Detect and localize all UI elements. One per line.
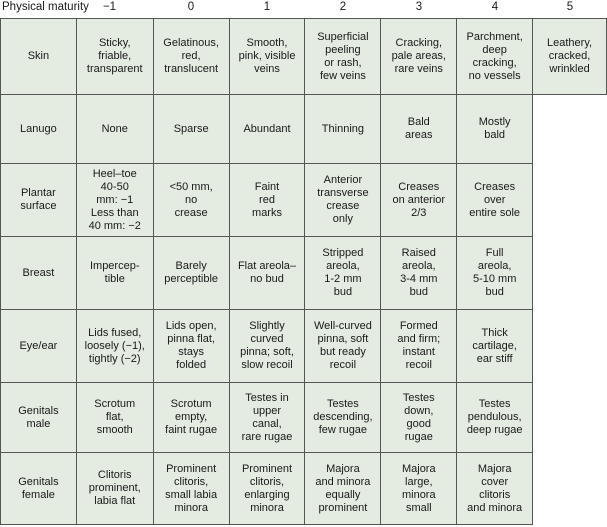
- score-label: 5: [566, 1, 574, 13]
- score-label: 3: [415, 1, 423, 13]
- table-row: [1, 19, 607, 95]
- table-cell: Mostly bald: [457, 95, 533, 164]
- row-label: Breast: [1, 237, 77, 310]
- table-cell: Majora large, minora small: [381, 453, 457, 525]
- table-cell: Prominent clitoris, small labia minora: [153, 453, 229, 525]
- maturity-table: [0, 18, 607, 525]
- empty-cell: [533, 453, 607, 525]
- table-cell: Testes down, good rugae: [381, 383, 457, 453]
- table-row: [1, 95, 607, 164]
- table-cell: Majora cover clitoris and minora: [457, 453, 533, 525]
- table-cell: Anterior transverse crease only: [305, 164, 381, 237]
- table-cell: Lids open, pinna flat, stays folded: [153, 310, 229, 383]
- header-title: Physical maturity: [2, 1, 89, 13]
- table-cell: Majora and minora equally prominent: [305, 453, 381, 525]
- table-cell: Testes pendulous, deep rugae: [457, 383, 533, 453]
- table-cell: <50 mm, no crease: [153, 164, 229, 237]
- table-cell: Stripped areola, 1-2 mm bud: [305, 237, 381, 310]
- table-cell: Thinning: [305, 95, 381, 164]
- row-label: Eye/ear: [1, 310, 77, 383]
- maturity-header: [0, 0, 607, 18]
- table-cell: Heel–toe 40-50 mm: −1 Less than 40 mm: −2: [76, 164, 153, 237]
- score-label: 0: [187, 1, 195, 13]
- table-cell: Impercep- tible: [76, 237, 153, 310]
- empty-cell: [533, 95, 607, 164]
- table-cell: Barely perceptible: [153, 237, 229, 310]
- table-cell: Bald areas: [381, 95, 457, 164]
- table-cell: Full areola, 5-10 mm bud: [457, 237, 533, 310]
- empty-cell: [533, 164, 607, 237]
- table-cell: Cracking, pale areas, rare veins: [381, 19, 457, 95]
- row-label: Plantar surface: [1, 164, 77, 237]
- table-cell: Clitoris prominent, labia flat: [76, 453, 153, 525]
- table-cell: Scrotum flat, smooth: [76, 383, 153, 453]
- table-cell: Superficial peeling or rash, few veins: [305, 19, 381, 95]
- table-cell: Well-curved pinna, soft but ready recoil: [305, 310, 381, 383]
- table-row: [1, 453, 607, 525]
- table-cell: Testes in upper canal, rare rugae: [229, 383, 305, 453]
- row-label: Skin: [1, 19, 77, 95]
- table-cell: Formed and firm; instant recoil: [381, 310, 457, 383]
- table-cell: Raised areola, 3-4 mm bud: [381, 237, 457, 310]
- table-cell: Sparse: [153, 95, 229, 164]
- table-cell: Slightly curved pinna; soft, slow recoil: [229, 310, 305, 383]
- empty-cell: [533, 383, 607, 453]
- table-cell: Flat areola– no bud: [229, 237, 305, 310]
- table-cell: Smooth, pink, visible veins: [229, 19, 305, 95]
- score-label: −1: [102, 1, 117, 13]
- table-cell: Creases over entire sole: [457, 164, 533, 237]
- table-cell: Prominent clitoris, enlarging minora: [229, 453, 305, 525]
- table-cell: Creases on anterior 2/3: [381, 164, 457, 237]
- table-row: [1, 310, 607, 383]
- row-label: Lanugo: [1, 95, 77, 164]
- table-cell: Lids fused, loosely (−1), tightly (−2): [76, 310, 153, 383]
- table-cell: Parchment, deep cracking, no vessels: [457, 19, 533, 95]
- table-cell: Leathery, cracked, wrinkled: [533, 19, 607, 95]
- table-cell: Testes descending, few rugae: [305, 383, 381, 453]
- table-cell: Faint red marks: [229, 164, 305, 237]
- table-cell: None: [76, 95, 153, 164]
- score-label: 1: [263, 1, 271, 13]
- table-cell: Scrotum empty, faint rugae: [153, 383, 229, 453]
- table-cell: Sticky, friable, transparent: [76, 19, 153, 95]
- table-row: [1, 383, 607, 453]
- table-cell: Gelatinous, red, translucent: [153, 19, 229, 95]
- empty-cell: [533, 237, 607, 310]
- table-row: [1, 237, 607, 310]
- score-label: 4: [491, 1, 499, 13]
- empty-cell: [533, 310, 607, 383]
- score-label: 2: [339, 1, 347, 13]
- row-label: Genitals male: [1, 383, 77, 453]
- row-label: Genitals female: [1, 453, 77, 525]
- table-cell: Thick cartilage, ear stiff: [457, 310, 533, 383]
- table-row: [1, 164, 607, 237]
- table-cell: Abundant: [229, 95, 305, 164]
